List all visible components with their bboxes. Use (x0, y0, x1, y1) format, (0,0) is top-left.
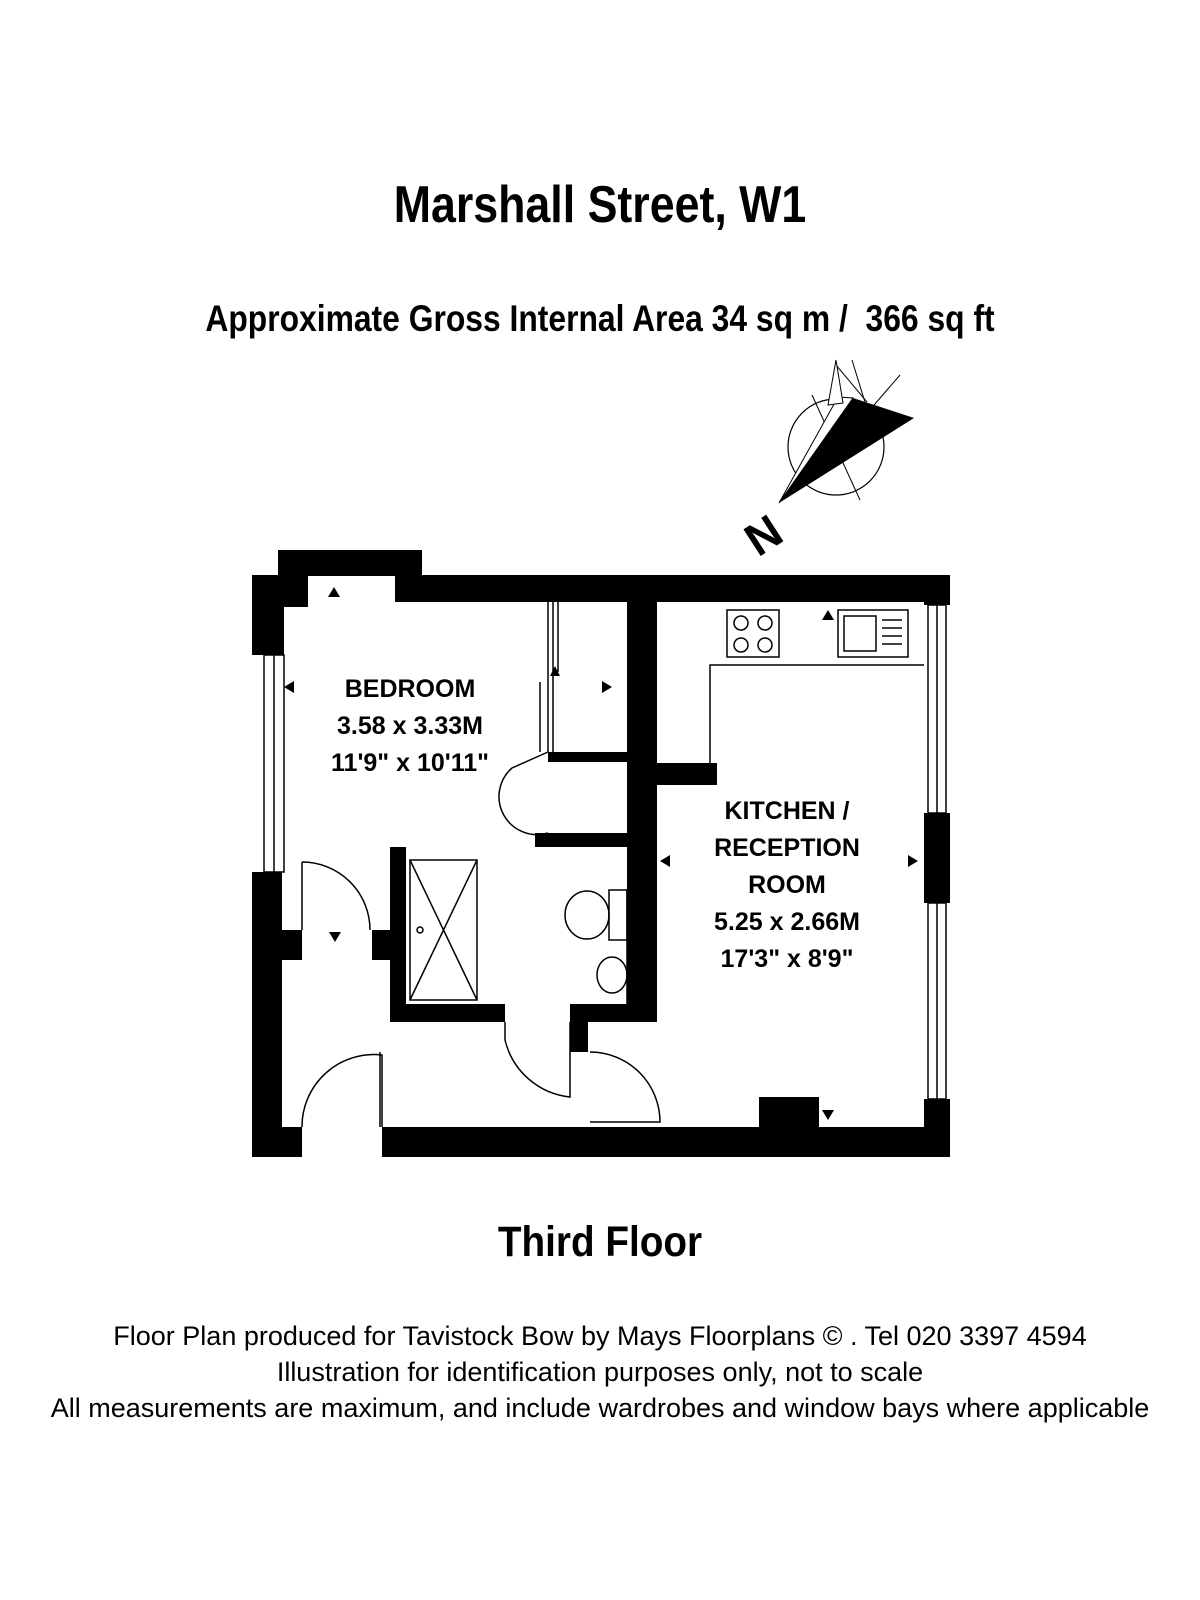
bedroom-label (331, 675, 489, 777)
doors (302, 862, 660, 1127)
plan-title: Marshall Street, W1 (393, 176, 807, 234)
north-arrow-icon (779, 360, 914, 503)
bedroom-name: BEDROOM (344, 675, 476, 703)
kitchen-name-3: ROOM (748, 871, 826, 899)
bedroom-metric: 3.58 x 3.33M (337, 712, 483, 740)
floor-label: Third Floor (497, 1218, 703, 1266)
kitchen-fittings (710, 610, 924, 763)
compass-label: N (735, 504, 792, 566)
area-subtitle: Approximate Gross Internal Area 34 sq m / 366 sq ft (205, 298, 995, 339)
kitchen-metric: 5.25 x 2.66M (714, 908, 860, 936)
bedroom-imperial: 11'9" x 10'11" (331, 749, 489, 777)
footer-disclaimer: Illustration for identification purposes only, not to scale (276, 1357, 924, 1387)
footer-measurements: All measurements are maximum, and include wardrobes and window bays where applicable (50, 1393, 1150, 1423)
kitchen-name-1: KITCHEN / (724, 797, 850, 825)
footer-credit: Floor Plan produced for Tavistock Bow by Mays Floorplans © . Tel 020 3397 4594 (113, 1321, 1087, 1351)
kitchen-name-2: RECEPTION (714, 834, 860, 862)
kitchen-label (714, 797, 860, 973)
kitchen-imperial: 17'3" x 8'9" (720, 945, 854, 973)
bathroom-fittings (410, 860, 647, 1008)
wardrobe (499, 602, 558, 835)
